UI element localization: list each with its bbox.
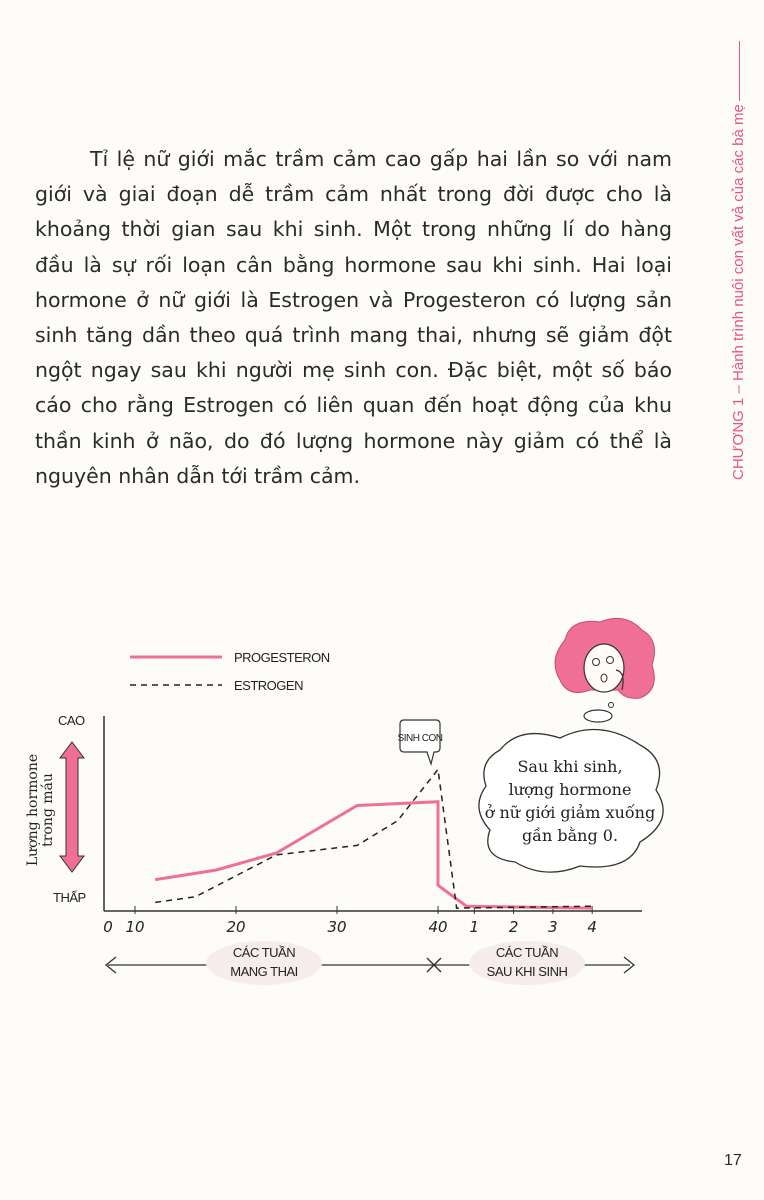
y-low-label: THẤP bbox=[53, 890, 86, 905]
x-tick-label-postpartum: 4 bbox=[587, 918, 597, 936]
worried-woman-illustration bbox=[555, 618, 654, 698]
x-tick-label: 20 bbox=[226, 918, 246, 936]
paragraph-line: ngột ngay sau khi người mẹ sinh con. Đặc biệt, một số báo bbox=[35, 358, 672, 383]
x-tick-label: 0 bbox=[103, 918, 113, 936]
y-axis-label-line1: Lượng hormone bbox=[25, 753, 41, 867]
note-line-2: lượng hormone bbox=[508, 780, 632, 799]
legend-estrogen-label: ESTROGEN bbox=[234, 678, 303, 693]
x-tick-label: 40 bbox=[428, 918, 448, 936]
paragraph-line: sinh tăng dần theo quá trình mang thai, nhưng sẽ giảm đột bbox=[35, 323, 672, 348]
postpartum-range-label-1: CÁC TUẦN bbox=[495, 945, 559, 960]
paragraph-line: hormone ở nữ giới là Estrogen và Progesteron có lượng sản bbox=[35, 287, 672, 312]
high-low-arrow-icon bbox=[60, 742, 84, 872]
legend-progesteron-label: PROGESTERON bbox=[234, 650, 330, 665]
x-tick-label: 10 bbox=[125, 918, 145, 936]
thought-bubble bbox=[479, 729, 663, 872]
pregnancy-range-label-2: MANG THAI bbox=[230, 964, 298, 979]
paragraph-line: giới và giai đoạn dễ trầm cảm nhất trong đời được cho là bbox=[35, 182, 672, 207]
note-line-4: gần bằng 0. bbox=[521, 826, 619, 845]
paragraph-line: Tỉ lệ nữ giới mắc trầm cảm cao gấp hai lần so với nam bbox=[90, 147, 672, 171]
thought-dot-large bbox=[584, 710, 612, 722]
y-high-label: CAO bbox=[58, 713, 85, 728]
postpartum-range-label-2: SAU KHI SINH bbox=[486, 964, 568, 979]
paragraph-line: đầu là sự rối loạn cân bằng hormone sau khi sinh. Hai loại bbox=[35, 252, 672, 277]
x-tick-label-postpartum: 3 bbox=[548, 918, 558, 936]
paragraph-line: cáo cho rằng Estrogen có liên quan đến hoạt động của khu bbox=[35, 393, 672, 418]
x-tick-label-postpartum: 1 bbox=[469, 918, 480, 936]
x-tick-label: 30 bbox=[327, 918, 347, 936]
thought-dot-small bbox=[609, 703, 614, 708]
page-number: 17 bbox=[724, 1152, 742, 1169]
chapter-title: CHƯƠNG 1 – Hành trình nuôi con vất vả của các bà mẹ bbox=[730, 104, 747, 480]
note-line-1: Sau khi sinh, bbox=[517, 757, 623, 776]
birth-annotation: SINH CON bbox=[397, 733, 443, 744]
paragraph-line: khoảng thời gian sau khi sinh. Một trong những lí do hàng bbox=[35, 217, 672, 242]
y-axis-label-line2: trong máu bbox=[40, 773, 56, 847]
paragraph-line: thần kinh ở não, do đó lượng hormone này giảm có thể là bbox=[35, 428, 672, 453]
paragraph-line: nguyên nhân dẫn tới trầm cảm. bbox=[35, 463, 361, 488]
x-tick-label-postpartum: 2 bbox=[508, 918, 519, 936]
pregnancy-range-label-1: CÁC TUẦN bbox=[232, 945, 296, 960]
note-line-3: ở nữ giới giảm xuống bbox=[484, 803, 656, 822]
